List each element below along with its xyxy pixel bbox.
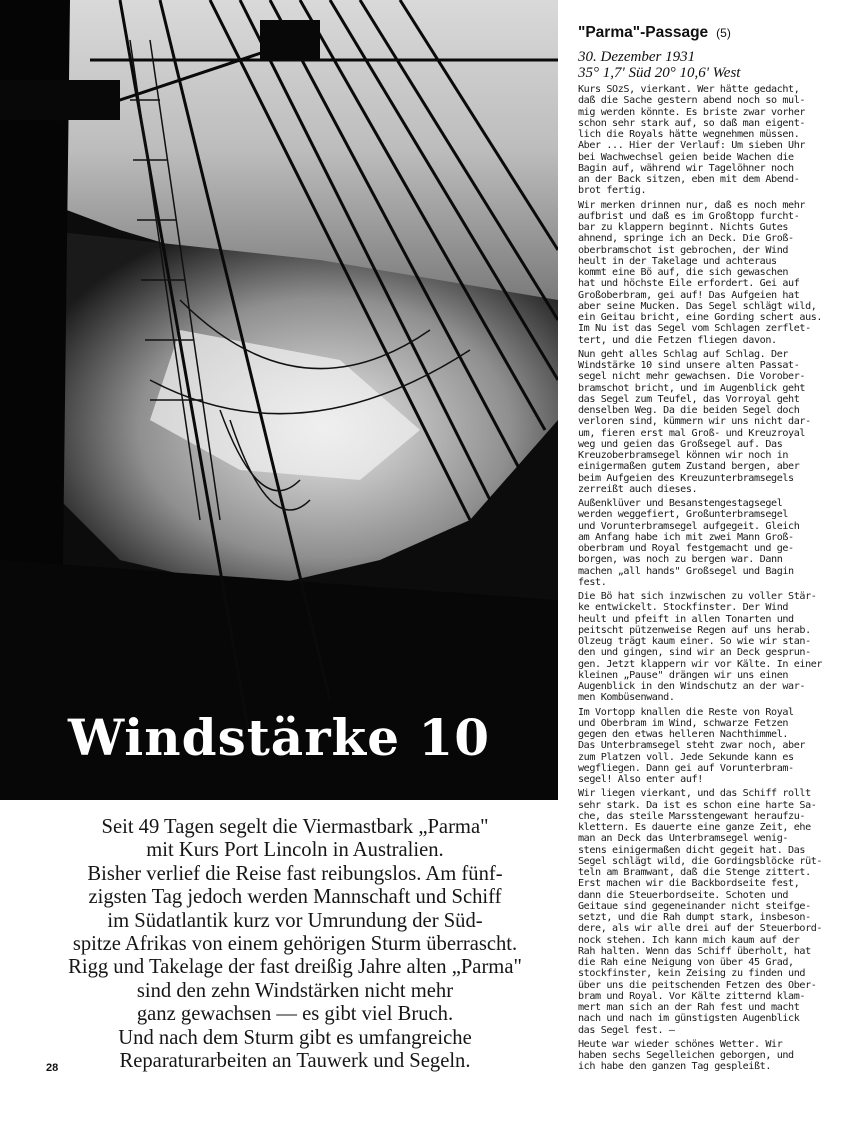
log-line: Bagin auf, während wir Tagelöhner noch — [578, 162, 794, 174]
log-line: um, fieren erst mal Groß- und Kreuzroyal — [578, 427, 806, 439]
log-line: schon sehr stark auf, so daß man eigent- — [578, 117, 806, 129]
log-line: fest. — [578, 576, 607, 588]
log-line: gegen den etwas helleren Nachthimmel. — [578, 729, 789, 740]
log-line: zerreißt auch dieses. — [578, 483, 698, 495]
log-line: bei Wachwechsel geien beide Wachen die — [578, 151, 794, 163]
log-line: men Kombüsenwand. — [578, 692, 675, 704]
log-line: setzt, und die Rah dumpt stark, insbeson- — [578, 912, 811, 923]
log-line: denselben Weg. Da die beiden Segel doch — [578, 405, 800, 416]
log-paragraph — [578, 498, 850, 588]
intro-line: mit Kurs Port Lincoln in Australien. — [146, 839, 444, 862]
log-line: bram und Royal. Vor Kälte zitternd klam- — [578, 990, 806, 1002]
log-line: Windstärke 10 sind unsere alten Passat- — [578, 360, 800, 371]
log-line: Die Bö hat sich inzwischen zu voller Stär- — [578, 591, 817, 602]
log-line: am Anfang habe ich mit zwei Mann Groß- — [578, 531, 794, 543]
log-line: ich habe den ganzen Tag gespleißt. — [578, 1061, 772, 1073]
intro-line: Seit 49 Tagen segelt die Viermastbark „Parma" — [101, 816, 489, 838]
column-title-text: "Parma"-Passage — [578, 24, 709, 41]
log-line: Wir liegen vierkant, und das Schiff rollt — [578, 788, 811, 800]
log-line: lich die Royals hätte wegnehmen müssen. — [578, 129, 800, 140]
log-line: einigermaßen gutem Zustand bergen, aber — [578, 461, 800, 473]
log-line: Nun geht alles Schlag auf Schlag. Der — [578, 348, 789, 360]
log-line: Wir merken drinnen nur, daß es noch mehr — [578, 199, 806, 211]
storm-photo — [0, 0, 558, 800]
log-line: Außenklüver und Besanstengestagsegel — [578, 498, 783, 509]
intro-line: im Südatlantik kurz vor Umrundung der Süd- — [107, 909, 483, 932]
intro-line: Rigg und Takelage der fast dreißig Jahre alten „Parma" — [68, 956, 522, 979]
log-line: beim Aufgeien des Kreuzunterbramsegels — [578, 472, 794, 484]
log-line: wegfliegen. Dann gei auf Vorunterbram- — [578, 762, 794, 774]
log-line: dann die Steuerbordseite. Schoten und — [578, 889, 789, 901]
log-line: teln am Bramwant, daß die Stenge zittert. — [578, 867, 811, 878]
log-line: ahnend, springe ich an Deck. Die Groß- — [578, 233, 794, 245]
log-line: Aber ... Hier der Verlauf: Um sieben Uhr — [578, 140, 806, 152]
log-line: aber seine Mucken. Das Segel schlägt wild, — [578, 300, 817, 312]
headline: Windstärke 10 — [67, 708, 490, 767]
log-line: das Segel fest. — — [578, 1024, 675, 1036]
log-line: haben sechs Segelleichen geborgen, und — [578, 1050, 794, 1061]
intro-line: spitze Afrikas von einem gehörigen Sturm überrascht. — [72, 933, 518, 956]
log-line: daß die Sache gestern abend noch so mul- — [578, 95, 806, 107]
log-line: hat und höchste Eile erfordert. Gei auf — [578, 278, 800, 290]
log-line: über uns die peitschenden Fetzen des Ober- — [578, 979, 817, 991]
log-paragraph — [578, 591, 850, 704]
log-paragraph — [578, 200, 850, 346]
intro-line: ganz gewachsen — es gibt viel Bruch. — [136, 1003, 454, 1026]
intro-text — [40, 816, 550, 1073]
log-line: an der Back sitzen, eben mit dem Abend- — [578, 174, 800, 185]
log-line: heult und pfeift in allen Tonarten und — [578, 613, 794, 625]
log-line: mig werden könnte. Es briste zwar vorher — [578, 106, 806, 118]
log-line: und Oberbram im Wind, schwarze Fetzen — [578, 717, 789, 729]
log-line: nock stehen. Ich kann mich kaum auf der — [578, 934, 800, 946]
log-line: Ölzeug trägt kaum einer. So wie wir stan- — [578, 636, 811, 647]
log-line: Im Vortopp knallen die Reste von Royal — [578, 706, 794, 718]
log-line: segel nicht mehr gewachsen. Die Vorober- — [578, 371, 806, 383]
log-line: Im Nu ist das Segel vom Schlagen zerflet- — [578, 323, 811, 335]
log-line: ein Geitau bricht, eine Gording schert aus. — [578, 312, 823, 323]
log-line: den und gingen, sind wir an Deck gesprun- — [578, 647, 811, 659]
log-line: segel! Also enter auf! — [578, 774, 703, 785]
intro-line: Und nach dem Sturm gibt es umfangreiche — [118, 1026, 472, 1049]
log-line: Das Unterbramsegel steht zwar noch, aber — [578, 740, 806, 752]
log-line: Heute war wieder schönes Wetter. Wir — [578, 1038, 783, 1050]
log-line: zum Platzen voll. Jede Sekunde kann es — [578, 751, 794, 763]
log-paragraph — [578, 84, 850, 197]
log-line: Großoberbram, gei auf! Das Aufgeien hat — [578, 289, 800, 301]
log-line: nach und nach im günstigsten Augenblick — [578, 1013, 800, 1025]
log-line: die Rah eine Neigung von über 45 Grad, — [578, 957, 794, 968]
log-line: machen „all hands" Großsegel und Bagin — [578, 565, 794, 577]
log-line: man an Deck das Unterbramsegel wenig- — [578, 833, 789, 845]
log-line: klettern. Es dauerte eine ganze Zeit, ehe — [578, 822, 811, 833]
log-line: Geitaue sind gegeneinander nicht steifge- — [578, 900, 811, 912]
log-line: che, das steile Marsstengewant heraufzu- — [578, 810, 806, 822]
log-line: oberbramschot ist gebrochen, der Wind — [578, 244, 789, 256]
log-line: das Segel zum Teufel, das Vorroyal geht — [578, 393, 800, 405]
log-line: aufbrist und daß es im Großtopp furcht- — [578, 210, 800, 222]
log-line: sehr stark. Da ist es schon eine harte Sa- — [578, 799, 817, 811]
intro-line: sind den zehn Windstärken nicht mehr — [136, 979, 454, 1002]
log-line: Rah halten. Wenn das Schiff überholt, hat — [578, 945, 811, 957]
intro-line: Bisher verlief die Reise fast reibungslos. Am fünf- — [87, 862, 503, 885]
log-line: oberbram und Royal festgemacht und ge- — [578, 543, 794, 554]
log-line: ke entwickelt. Stockfinster. Der Wind — [578, 602, 789, 614]
log-line: stockfinster, kein Zeising zu finden und — [578, 968, 806, 980]
log-line: Kreuzoberbramsegel können wir noch in — [578, 450, 789, 461]
log-line: Augenblick in den Windschutz an der war- — [578, 681, 806, 692]
log-paragraph — [578, 349, 850, 495]
log-line: tert, und die Fetzen fliegen davon. — [578, 334, 777, 346]
intro-line: zigsten Tag jedoch werden Mannschaft und Schiff — [88, 886, 502, 909]
log-line: gen. Jetzt klappern wir vor Kälte. In einer — [578, 658, 823, 670]
log-line: und Vorunterbramsegel aufgegeit. Gleich — [578, 520, 800, 532]
log-line: stens einigermaßen dicht gegeit hat. Das — [578, 844, 806, 856]
log-coordinates: 35° 1,7' Süd 20° 10,6' West — [578, 65, 741, 81]
log-line: werden weggefiert, Großunterbramsegel — [578, 509, 789, 521]
log-date: 30. Dezember 1931 — [578, 49, 696, 65]
log-paragraph — [578, 707, 850, 786]
log-line: verloren sind, kümmern wir uns nicht dar- — [578, 416, 811, 428]
log-line: kleinen „Pause" drängen wir uns einen — [578, 669, 789, 681]
column-title — [578, 24, 850, 42]
log-paragraph — [578, 788, 850, 1036]
log-line: heult in der Takelage und achteraus — [578, 255, 777, 267]
log-line: peitscht pützenweise Regen auf uns herab. — [578, 624, 811, 636]
log-body — [578, 84, 850, 1073]
log-line: dere, als wir alle drei auf der Steuerbord- — [578, 923, 823, 935]
log-line: weg und geien das Großsegel auf. Das — [578, 438, 783, 450]
log-line: Kurs SOzS, vierkant. Wer hätte gedacht, — [578, 84, 800, 95]
log-line: Erst machen wir die Backbordseite fest, — [578, 878, 800, 890]
log-line: mert man sich an der Rah fest und macht — [578, 1002, 800, 1013]
log-line: brot fertig. — [578, 185, 647, 197]
log-line: kommt eine Bö auf, die sich gewaschen — [578, 267, 789, 278]
log-line: borgen, was noch zu bergen war. Dann — [578, 554, 783, 566]
log-line: bramschot bricht, und im Augenblick geht — [578, 382, 806, 394]
log-paragraph — [578, 1039, 850, 1073]
ship-rigging-image — [0, 0, 558, 800]
log-line: Segel schlägt wild, die Gordingsblöcke rüt- — [578, 855, 823, 867]
log-line: bar zu klappern beginnt. Nichts Gutes — [578, 222, 789, 233]
logbook-column — [578, 24, 850, 1076]
intro-line: Reparaturarbeiten an Tauwerk und Segeln. — [119, 1050, 471, 1073]
part-number: (5) — [716, 26, 731, 40]
page-number: 28 — [46, 1062, 59, 1074]
